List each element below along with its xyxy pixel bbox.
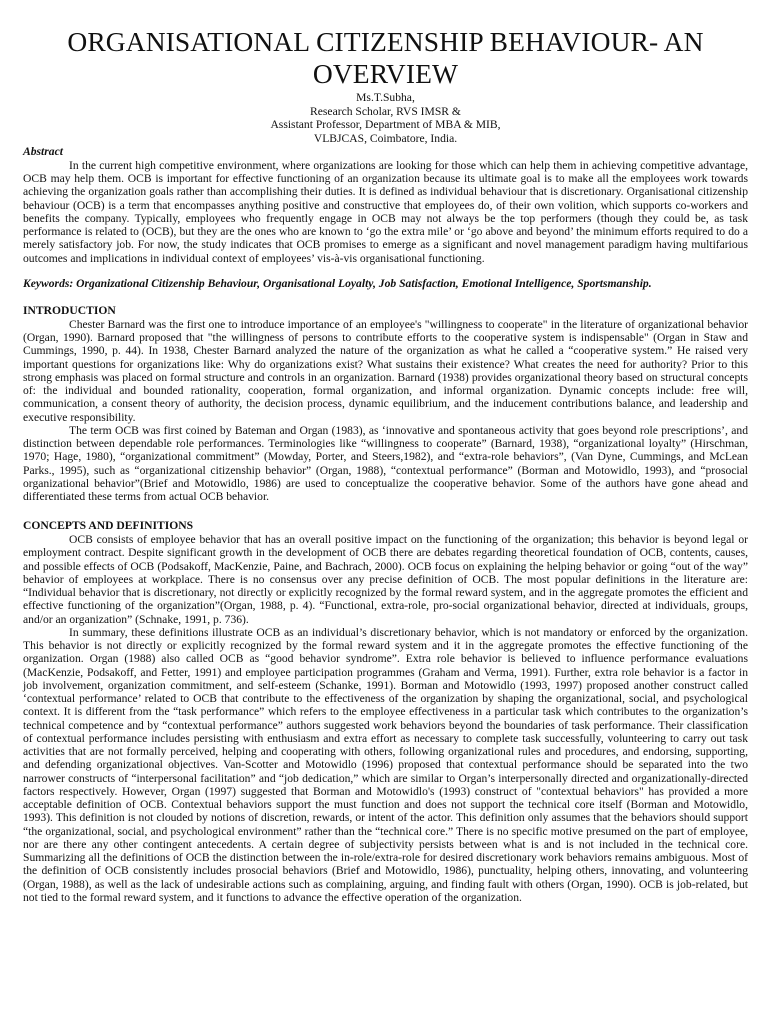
introduction-paragraph: Chester Barnard was the first one to introduce importance of an employee's "willingness to cooperate" in the literature of organizational behavior (Organ, 1990). Barnard proposed that "the willingness of persons to contribute efforts to the cooperative system is indispensable" (Organ in Staw and Cummings, 1990, p. 44). In 1938, Chester Barnard analyzed the nature of the organization as what he called a “cooperative system.” He raised very important questions for organizations like: Why do organizations exist? What sustains their existence? What creates the need for authority? Prior to this strong emphasis was placed on formal structure and controls in an organization. Barnard (1938) provides organizational theory based on structural concepts of: the individual and bounded rationality, cooperation, formal organization, and informal organization. Dynamic concepts include: free will, communication, a consent theory of authority, the decision process, dynamic equilibrium, and the inducement contributions balance, and leadership and executive responsibility.: [23, 317, 748, 424]
abstract-heading: Abstract: [23, 145, 63, 159]
abstract-text: In the current high competitive environment, where organizations are looking for those which can help them in achieving competitive advantage, OCB may help them. OCB is important for effective functioning of an organization because its ultimate goal is to make all the employees work towards achieving the organization goals rather than accomplishing their duties. It is defined as individual behaviour that is discretionary. Organisational citizenship behaviour (OCB) is a term that encompasses anything positive and constructive that employees do, of their own volition, which supports co-workers and benefits the company. Typically, employees who frequently engage in OCB may not always be the top performers (though they could be, as task performance is related to (OCB), but they are the ones who are known to ‘go the extra mile’ or ‘go above and beyond’ the minimum efforts required to do a merely satisfactory job. For now, the study indicates that OCB promises to emerge as a significant and novel management paradigm having multifarious outcomes and implications in individual context of employees’ vis-à-vis organisational functioning.: [23, 158, 748, 265]
section-heading-introduction: INTRODUCTION: [23, 304, 116, 318]
author-affiliation-line: VLBJCAS, Coimbatore, India.: [313, 131, 458, 145]
author-affiliation-line: Assistant Professor, Department of MBA & MIB,: [270, 118, 501, 132]
author-affiliation-line: Research Scholar, RVS IMSR &: [310, 104, 461, 118]
paper-page: [23, 26, 748, 904]
section-heading-concepts: CONCEPTS AND DEFINITIONS: [23, 519, 194, 533]
concepts-paragraph: In summary, these definitions illustrate OCB as an individual’s discretionary behavior, which is not mandatory or enforced by the organization. This behavior is not directly or explicitly recognized by the formal reward system and it in the aggregate promotes the effective functioning of the organization. Organ (1988) also called OCB as “good behavior syndrome”. Extra role behavior is believed to influence performance evaluations (MacKenzie, Podsakoff, and Fetter, 1991) and employee participation programmes (Graham and Verma, 1991). Further, extra role behavior is a factor in job involvement, organization commitment, and self-esteem (Schanke, 1991). Borman and Motowidlo (1993, 1997) proposed another construct called ‘contextual performance’ related to OCB that contribute to the effectiveness of the organization by shaping the organizational, social, and psychological context. It is different from the “task performance” which refers to the employee effectiveness in a particular task which contributes to the organization’s technical competence and by “contextual performance” authors suggested work behaviors beyond the boundaries of task performance. Their classification of contextual performance includes persisting with enthusiasm and extra effort as necessary to complete task successfully, volunteering to carry out task activities that are not formally perceived, helping and cooperating with others, following organizational rules and procedures, and endorsing, supporting, and defending organizational objectives. Van-Scotter and Motowidlo (1996) proposed that contextual performance should be separated into the two narrower constructs of “interpersonal facilitation” and “job dedication,” which are similar to Organ’s interpersonally directed and organizationally-directed factors respectively. However, Organ (1997) suggested that Borman and Motowidlo's (1993) construct of "contextual behaviors" has provided a more acceptable definition of OCB. Contextual behaviors support the must function and does not support the technical core itself (Borman and Motowidlo, 1993). This definition is not clouded by notions of discretion, rewards, or intent of the actor. This definition only assumes that the behaviors should support “the organizational, social, and psychological environment” rather than the “technical core.” There is no specific motive presumed on the part of employee, nor are there any other contingent antecedents. A certain degree of subjectivity persists between what is and is not included in the technical core. Summarizing all the definitions of OCB the distinction between the in-role/extra-role for desired discretionary work behaviors remains ambiguous. Most of the definition of OCB consistently includes prosocial behaviors (Brief and Motowidlo, 1986), punctuality, helping others, innovating, and volunteering (Organ, 1988), as well as the lack of undesirable actions such as complaining, arguing, and finding fault with others (Organ, 1990). OCB is job-related, but not tied to the formal reward system, and it functions to advance the effective operation of the organization.: [23, 625, 748, 904]
introduction-paragraph: The term OCB was first coined by Bateman and Organ (1983), as ‘innovative and spontaneous activity that goes beyond role prescriptions’, and distinction between dependable role performances. Terminologies like “willingness to cooperate” (Barnard, 1938), “organizational loyalty” (Hirschman, 1970; Hage, 1980), “organizational commitment” (Mowday, Porter, and Steers,1982), and “extra-role behaviors”, (Van Dyne, Cummings, and McLean Parks., 1995), such as “organizational citizenship behavior” (Organ, 1988), “contextual performance” (Borman and Motowidlo, 1993), and “prosocial organizational behavior”(Brief and Motowidlo, 1986) are used to conceptualize the cooperative behavior. Some of the authors have gone ahead and differentiated these terms from actual OCB behavior.: [23, 423, 748, 504]
keywords-line: Keywords: Organizational Citizenship Behaviour, Organisational Loyalty, Job Satisfaction, Emotional Intelligence, Sportsmanship.: [23, 276, 652, 290]
author-block: [23, 91, 748, 145]
concepts-paragraph: OCB consists of employee behavior that has an overall positive impact on the functioning of the organization; this behavior is beyond legal or employment contract. Despite significant growth in the development of OCB there are debates regarding theoretical foundation of OCB, contents, causes, and possible effects of OCB (Podsakoff, MacKenzie, Paine, and Bachrach, 2000). OCB focus on explaining the helping behavior or going “out of the way” behavior of employees at workplace. There is no consensus over any precise definition of OCB. The most popular definitions in the literature are: “Individual behavior that is discretionary, not directly or explicitly recognized by the formal reward system, and in the aggregate promotes the efficient and effective functioning of the organization”(Organ, 1988, p. 4). “Functional, extra-role, pro-social organizational behavior, directed at individuals, groups, and/or an organization” (Schnake, 1991, p. 736).: [23, 533, 748, 626]
paper-title: ORGANISATIONAL CITIZENSHIP BEHAVIOUR- AN OVERVIEW: [67, 26, 704, 89]
author-name: Ms.T.Subha,: [356, 91, 415, 104]
